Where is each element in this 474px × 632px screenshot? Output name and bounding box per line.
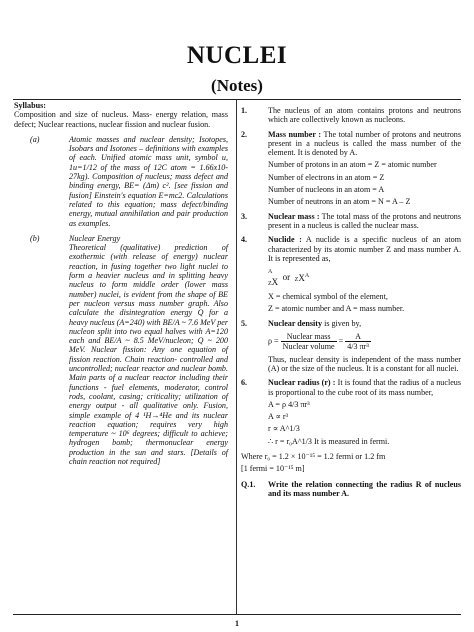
page-number: 1 <box>235 619 239 628</box>
mass-line: Number of nucleons in an atom = A <box>268 185 385 195</box>
density-note: Thus, nuclear density is independent of the mass number (A) or the size of the nucleus. It is a constant for all nuclei. <box>268 354 461 373</box>
frac-denominator: Nuclear volume <box>282 342 335 352</box>
r0-definition: Where r₀ = 1.2 × 10⁻¹⁵ = 1.2 fermi or 1.2 fm <box>241 452 386 462</box>
top-rule <box>13 99 461 100</box>
section-a-label: (a) <box>30 134 40 144</box>
point-2 <box>241 130 461 207</box>
equals-sign: = <box>338 336 344 346</box>
point-text: is given by, <box>322 318 362 328</box>
frac-numerator: A <box>345 332 371 342</box>
mass-line: Number of neutrons in an atom = N = A – Z <box>268 197 411 207</box>
point-4 <box>241 235 461 313</box>
density-fraction-2 <box>345 332 371 352</box>
point-number: 6. <box>241 378 248 388</box>
syllabus-heading: Syllabus: <box>14 101 46 110</box>
point-text: It is found that the radius of a nucleus is proportional to the cube root of its mass number, <box>268 378 461 397</box>
point-3 <box>241 212 461 231</box>
question-text: Write the relation connecting the radius R of nucleus and its mass number A. <box>268 479 461 498</box>
point-5 <box>241 319 461 373</box>
point-term: Nuclear radius (r) : <box>268 378 336 388</box>
point-term: Nuclide : <box>268 235 302 245</box>
point-6 <box>241 378 461 446</box>
rho-symbol: ρ = <box>268 336 279 346</box>
syllabus-section-b <box>14 234 228 466</box>
section-b-text: Theoretical (qualitative) prediction of exothermic (with release of energy) nuclear reaction, in fusing together two light nuclei to form a heavier nucleus and in splitting heavy nucleus to form middle order (lower mass number) nuclei, is evident from the shape of BE per nucleon versus mass number graph. Also calculate the disintegration energy Q for a heavy nucleus (A=240) with BE/A ~ 7.6 MeV per nucleon split into two equal halves with A=120 each and BE/A ~ 8.5 MeV/nucleon; Q ~ 200 MeV. Nuclear fission: Any one equation of fission reaction. Chain reaction- controlled and uncontrolled; nuclear reactor and nuclear bomb. Main parts of a nuclear reactor including their functions - fuel elements, moderator, control rods, coolant, casing; criticality; utilization of energy output - all qualitative only. Fusion, simple example of 4 ¹H→⁴He and its nuclear reaction equation; requires very high temperature ~ 10⁶ degrees; difficult to achieve; hydrogen bomb; thermonuclear energy production in the sun and stars. [Details of chain reaction not required] <box>69 243 229 466</box>
syllabus-intro: Composition and size of nucleus. Mass- energy relation, mass defect; Nuclear reactions, nuclear fission and nuclear fusion. <box>14 110 228 129</box>
point-number: 4. <box>241 235 248 245</box>
mass-line: Number of protons in an atom = Z = atomic number <box>268 160 437 170</box>
left-column <box>14 101 228 466</box>
right-column <box>241 101 461 498</box>
syllabus-section-a <box>14 135 228 228</box>
column-divider <box>236 99 237 614</box>
radius-equation: ∴ r = r₀A^1/3 It is measured in fermi. <box>268 436 390 446</box>
point-number: 2. <box>241 129 248 139</box>
point-text: The total number of protons and neutrons present in a nucleus is called the mass number of the element. It is denoted by A. <box>268 129 462 158</box>
radius-equation: A ∝ r³ <box>268 412 289 422</box>
point-text: The total mass of the protons and neutrons present in a nucleus is called the nuclear mass. <box>268 211 462 230</box>
point-term: Mass number : <box>268 129 322 139</box>
frac-denominator: 4/3 πr³ <box>347 342 369 352</box>
page-title: NUCLEI <box>186 42 288 69</box>
or-text: or <box>282 272 291 283</box>
point-number: 5. <box>241 318 248 328</box>
page-subtitle: (Notes) <box>211 76 263 95</box>
density-fraction <box>281 332 337 352</box>
nuclide-notation: A ZX or $ZX^A$ <box>268 269 310 288</box>
fermi-definition: [1 fermi = 10⁻¹⁵ m] <box>241 464 305 474</box>
point-term: Nuclear mass : <box>268 211 320 221</box>
section-b-title: Nuclear Energy <box>69 233 121 243</box>
question-number: Q.1. <box>241 479 256 489</box>
point-term: Nuclear density <box>268 318 323 328</box>
frac-numerator: Nuclear mass <box>281 332 337 342</box>
radius-equation: r ∝ A^1/3 <box>268 424 300 434</box>
mass-line: Number of electrons in an atom = Z <box>268 172 385 182</box>
nuclide-def: X = chemical symbol of the element, <box>268 292 388 302</box>
point-text: The nucleus of an atom contains protons and neutrons which are collectively known as nucleons. <box>268 106 461 125</box>
nuclide-def: Z = atomic number and A = mass number. <box>268 304 405 314</box>
point-number: 3. <box>241 211 248 221</box>
radius-equation: A = ρ 4/3 πr³ <box>268 399 310 409</box>
density-formula <box>268 332 461 352</box>
point-text: A nuclide is a specific nucleus of an atom characterized by its atomic number Z and mass number A. It is represented as, <box>268 235 461 263</box>
section-b-label: (b) <box>30 233 40 243</box>
question-1 <box>241 480 461 499</box>
point-1 <box>241 106 461 125</box>
bottom-rule <box>13 614 461 615</box>
point-number: 1. <box>241 106 248 115</box>
section-a-text: Atomic masses and nuclear density; Isotopes, Isobars and Isotones – definitions with examples of each. Unified atomic mass unit, symbol u, 1u=1/12 of the mass of 12C atom = 1.66x10-27kg). Composition of nucleus; mass defect and binding energy, BE= (Δm) c². [see fission and fusion] Einstein's equation E=mc2. Calculations related to this equation; mass defect/binding energy, mutual annihilation and pair production as examples. <box>69 134 228 228</box>
